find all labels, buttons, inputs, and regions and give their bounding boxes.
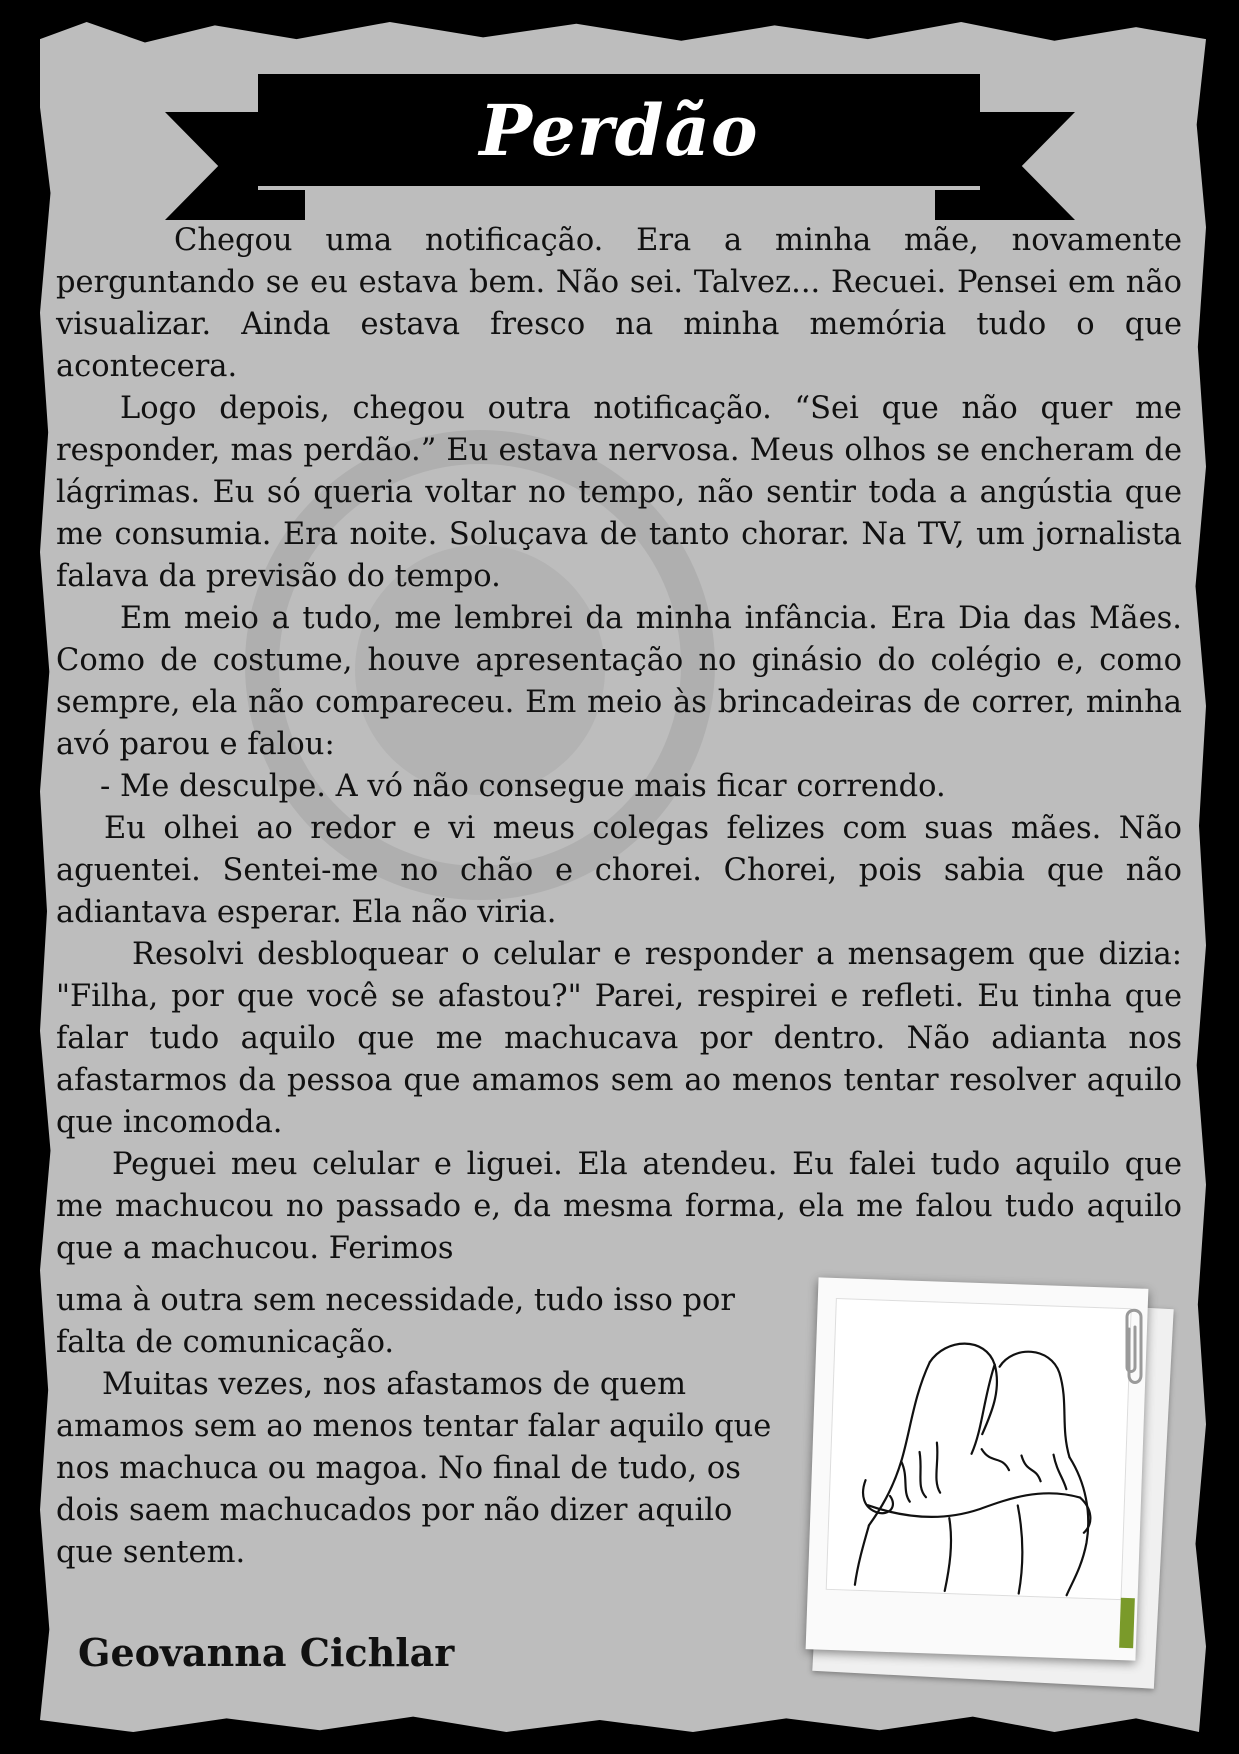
- dialogue-line: - Me desculpe. A vó não consegue mais ficar correndo.: [100, 769, 946, 804]
- paperclip-icon: [1122, 1305, 1148, 1391]
- paragraph-3: Em meio a tudo, me lembrei da minha infância. Era Dia das Mães. Como de costume, houve apresentação no ginásio do colégio e, como sempre, ela não compareceu. Em meio às brincadeiras de correr, minha avó parou e falou:: [56, 601, 1182, 762]
- paragraph-6-continued: uma à outra sem necessidade, tudo isso por falta de comunicação.: [56, 1283, 735, 1360]
- paragraph-1: Chegou uma notificação. Era a minha mãe, novamente perguntando se eu estava bem. Não sei. Talvez... Recuei. Pensei em não visualizar. Ainda estava fresco na minha memória tudo o que acontecera.: [56, 223, 1182, 384]
- paragraph-7: Muitas vezes, nos afastamos de quem amamos sem ao menos tentar falar aquilo que nos machuca ou magoa. No final de tudo, os dois saem machucados por não dizer aquilo que sentem.: [56, 1367, 772, 1570]
- paragraph-4: Eu olhei ao redor e vi meus colegas felizes com suas mães. Não aguentei. Sentei-me no chão e chorei. Chorei, pois sabia que não adiantava esperar. Ela não viria.: [56, 811, 1182, 930]
- paragraph-5: Resolvi desbloquear o celular e responder a mensagem que dizia: "Filha, por que você se afastou?" Parei, respirei e refleti. Eu tinha que falar tudo aquilo que me machucava por dentro. Não adianta nos afastarmos da pessoa que amamos sem ao menos tentar resolver aquilo que incomoda.: [56, 937, 1182, 1140]
- story-body-narrow: [56, 1280, 796, 1574]
- title-banner: [258, 74, 980, 190]
- author-name: Geovanna Cichlar: [78, 1630, 455, 1675]
- paragraph-2: Logo depois, chegou outra notificação. “Sei que não quer me responder, mas perdão.” Eu estava nervosa. Meus olhos se encheram de lágrimas. Eu só queria voltar no tempo, não sentir toda a angústia que me consumia. Era noite. Soluçava de tanto chorar. Na TV, um jornalista falava da previsão do tempo.: [56, 391, 1182, 594]
- polaroid-photo-frame: [806, 1277, 1149, 1660]
- polaroid-color-tab: [1119, 1598, 1135, 1648]
- hug-line-drawing-icon: [826, 1298, 1132, 1600]
- story-body: [56, 220, 1182, 1270]
- paragraph-6: Peguei meu celular e liguei. Ela atendeu. Eu falei tudo aquilo que me machucou no passado e, da mesma forma, ela me falou tudo aquilo que a machucou. Ferimos: [56, 1147, 1182, 1266]
- page-title: Perdão: [479, 88, 759, 172]
